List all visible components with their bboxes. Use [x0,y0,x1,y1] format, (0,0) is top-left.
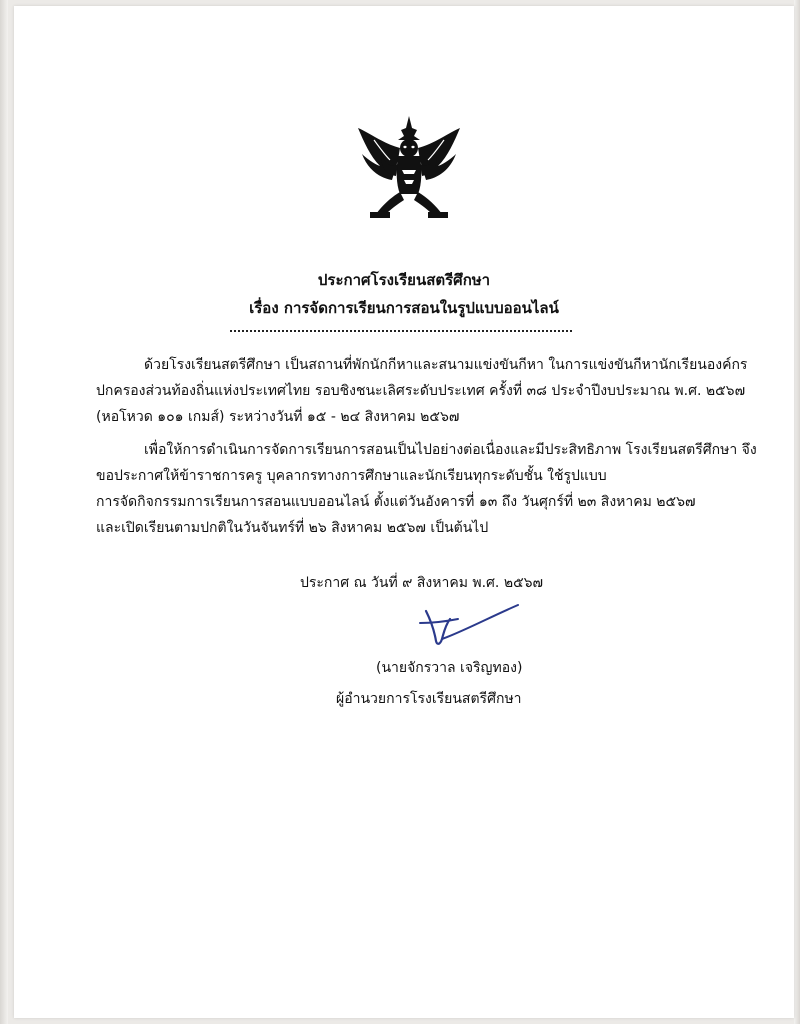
garuda-emblem-icon [354,114,464,224]
photo-frame-right [794,0,800,1024]
paragraph-2 [96,437,757,541]
signer-position: ผู้อำนวยการโรงเรียนสตรีศึกษา [336,691,522,707]
paragraph-2-line-3: การจัดกิจกรรมการเรียนการสอนแบบออนไลน์ ตั้งแต่วันอังคารที่ ๑๓ ถึง วันศุกร์ที่ ๒๓ สิงหาคม ๒๕๖๗ [96,494,696,510]
announcement-date: ประกาศ ณ วันที่ ๙ สิงหาคม พ.ศ. ๒๕๖๗ [300,575,544,591]
paragraph-2-line-1: เพื่อให้การดำเนินการจัดการเรียนการสอนเป็นไปอย่างต่อเนื่องและมีประสิทธิภาพ โรงเรียนสตรีศึกษา จึง [144,442,757,458]
paragraph-1-line-2: ปกครองส่วนท้องถิ่นแห่งประเทศไทย รอบชิงชนะเลิศระดับประเทศ ครั้งที่ ๓๘ ประจำปีงบประมาณ พ.ศ. ๒๕๖๗ [96,383,746,399]
paragraph-2-line-4: และเปิดเรียนตามปกติในวันจันทร์ที่ ๒๖ สิงหาคม ๒๕๖๗ เป็นต้นไป [96,520,489,536]
paragraph-1 [96,352,748,430]
paragraph-2-line-2: ขอประกาศให้ข้าราชการครู บุคลากรทางการศึกษาและนักเรียนทุกระดับชั้น ใช้รูปแบบ [96,468,607,484]
dotted-divider [230,330,572,332]
photo-frame-left [0,0,8,1024]
signer-name: (นายจักรวาล เจริญทอง) [376,660,523,676]
signature-icon [414,601,524,651]
document-page [14,6,794,1018]
paragraph-1-line-1: ด้วยโรงเรียนสตรีศึกษา เป็นสถานที่พักนักกีหาและสนามแข่งขันกีหา ในการแข่งขันกีหานักเรียนองค์กร [144,357,748,373]
announcement-title: ประกาศโรงเรียนสตรีศึกษา [317,271,491,289]
paragraph-1-line-3: (หอโหวด ๑๐๑ เกมส์) ระหว่างวันที่ ๑๕ - ๒๔ สิงหาคม ๒๕๖๗ [96,409,460,425]
announcement-subject: เรื่อง การจัดการเรียนการสอนในรูปแบบออนไลน์ [249,299,559,317]
